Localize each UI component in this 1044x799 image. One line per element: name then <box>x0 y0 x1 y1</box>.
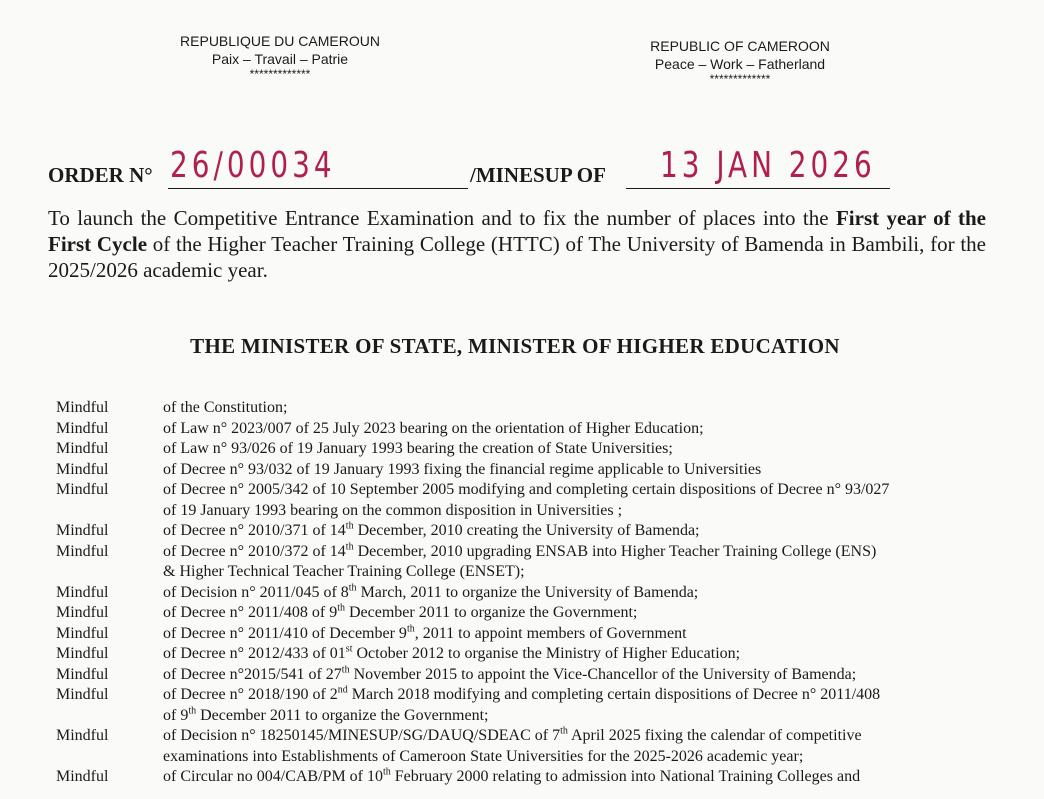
visa-text: of Decree n° 2011/410 of December 9th, 2011 to appoint members of Government <box>163 623 687 642</box>
visa-text: of Decree n° 2010/371 of 14th December, 2010 creating the University of Bamenda; <box>163 520 700 539</box>
visa-text: of Decree n° 2018/190 of 2nd March 2018 modifying and completing certain dispositions of Decree n° 2011/408 <box>163 684 881 703</box>
visa-keyword: Mindful <box>56 419 109 437</box>
visa-item <box>0 419 1044 440</box>
visa-item <box>0 542 1044 583</box>
visa-item <box>0 767 1044 788</box>
visa-item <box>0 460 1044 481</box>
visa-item <box>0 624 1044 645</box>
visa-item <box>0 521 1044 542</box>
visa-item <box>0 726 1044 767</box>
visa-keyword: Mindful <box>56 645 109 662</box>
visa-keyword: Mindful <box>56 665 109 683</box>
header-stars-fr: ************* <box>249 67 311 81</box>
order-date-underline <box>626 188 890 189</box>
header-country-en: REPUBLIC OF CAMEROON <box>650 38 830 54</box>
visa-keyword: Mindful <box>56 542 109 560</box>
visa-keyword: Mindful <box>56 604 109 621</box>
visa-item <box>0 480 1044 521</box>
visa-keyword: Mindful <box>56 624 109 642</box>
visa-item <box>0 665 1044 686</box>
order-date-stamp: 13 JAN 2026 <box>660 144 876 186</box>
visa-text: of Decree n° 2011/408 of 9th December 2011 to organize the Government; <box>163 602 638 621</box>
visa-text: of Decree n° 2005/342 of 10 September 2005 modifying and completing certain dispositions of Decree n° 93/027 <box>163 481 890 498</box>
visa-text: of Decree n°2015/541 of 27th November 2015 to appoint the Vice-Chancellor of the University of Bamenda; <box>163 664 857 683</box>
visa-text: of Decree n° 2012/433 of 01st October 2012 to organise the Ministry of Higher Education; <box>163 643 741 662</box>
visa-text-cont: of 19 January 1993 bearing on the common disposition in Universities ; <box>163 501 623 519</box>
visa-keyword: Mindful <box>56 583 109 601</box>
visa-text: of Circular no 004/CAB/PM of 10th February 2000 relating to admission into National Training Colleges and <box>163 766 861 785</box>
order-ministry: /MINESUP OF <box>470 163 606 187</box>
visa-keyword: Mindful <box>56 768 109 785</box>
visa-item <box>0 583 1044 604</box>
visa-item <box>0 644 1044 665</box>
visa-item <box>0 439 1044 460</box>
visa-text: of Decision n° 18250145/MINESUP/SG/DAUQ/SDEAC of 7th April 2025 fixing the calendar of competitive <box>163 725 862 744</box>
order-subject <box>48 205 986 283</box>
header-english <box>620 37 860 85</box>
visas-list <box>0 398 1044 788</box>
visa-text: of Decree n° 2010/372 of 14th December, 2010 upgrading ENSAB into Higher Teacher Training College (ENS) <box>163 541 877 560</box>
order-number-underline <box>168 188 468 189</box>
subject-text-1: To launch the Competitive Entrance Examination and to fix the number of places into the <box>48 206 836 230</box>
order-label: ORDER N° <box>48 163 153 187</box>
visa-text-cont: & Higher Technical Teacher Training College (ENSET); <box>163 563 525 580</box>
visa-text-cont: examinations into Establishments of Cameroon State Universities for the 2025-2026 academic year; <box>163 747 804 765</box>
visa-keyword: Mindful <box>56 522 109 539</box>
subject-bold: First year of the First Cycle <box>48 206 986 256</box>
visa-text: of the Constitution; <box>163 399 288 416</box>
visa-keyword: Mindful <box>56 440 109 457</box>
visa-keyword: Mindful <box>56 686 109 703</box>
minister-title: THE MINISTER OF STATE, MINISTER OF HIGHER EDUCATION <box>190 334 840 358</box>
visa-item <box>0 685 1044 726</box>
visa-keyword: Mindful <box>56 727 109 744</box>
visa-text: of Law n° 93/026 of 19 January 1993 bearing the creation of State Universities; <box>163 440 673 457</box>
header-country-fr: REPUBLIQUE DU CAMEROUN <box>180 33 380 49</box>
visa-keyword: Mindful <box>56 481 109 498</box>
visa-text-cont: of 9th December 2011 to organize the Government; <box>163 705 489 724</box>
subject-text-2: of the Higher Teacher Training College (HTTC) of The University of Bamenda in Bambili, for the 2025/2026 academic year. <box>48 232 986 282</box>
visa-item <box>0 398 1044 419</box>
header-motto-fr: Paix – Travail – Patrie <box>211 51 349 67</box>
order-line <box>48 144 948 194</box>
visa-keyword: Mindful <box>56 399 109 416</box>
visa-text: of Law n° 2023/007 of 25 July 2023 bearing on the orientation of Higher Education; <box>163 419 704 437</box>
order-number-stamp: 26/00034 <box>170 144 336 186</box>
header-french <box>160 32 400 80</box>
header-motto-en: Peace – Work – Fatherland <box>654 56 826 72</box>
header-stars-en: ************* <box>709 72 771 86</box>
visa-text: of Decree n° 93/032 of 19 January 1993 fixing the financial regime applicable to Universities <box>163 460 762 478</box>
visa-item <box>0 603 1044 624</box>
visa-keyword: Mindful <box>56 460 109 478</box>
visa-text: of Decision n° 2011/045 of 8th March, 2011 to organize the University of Bamenda; <box>163 582 699 601</box>
